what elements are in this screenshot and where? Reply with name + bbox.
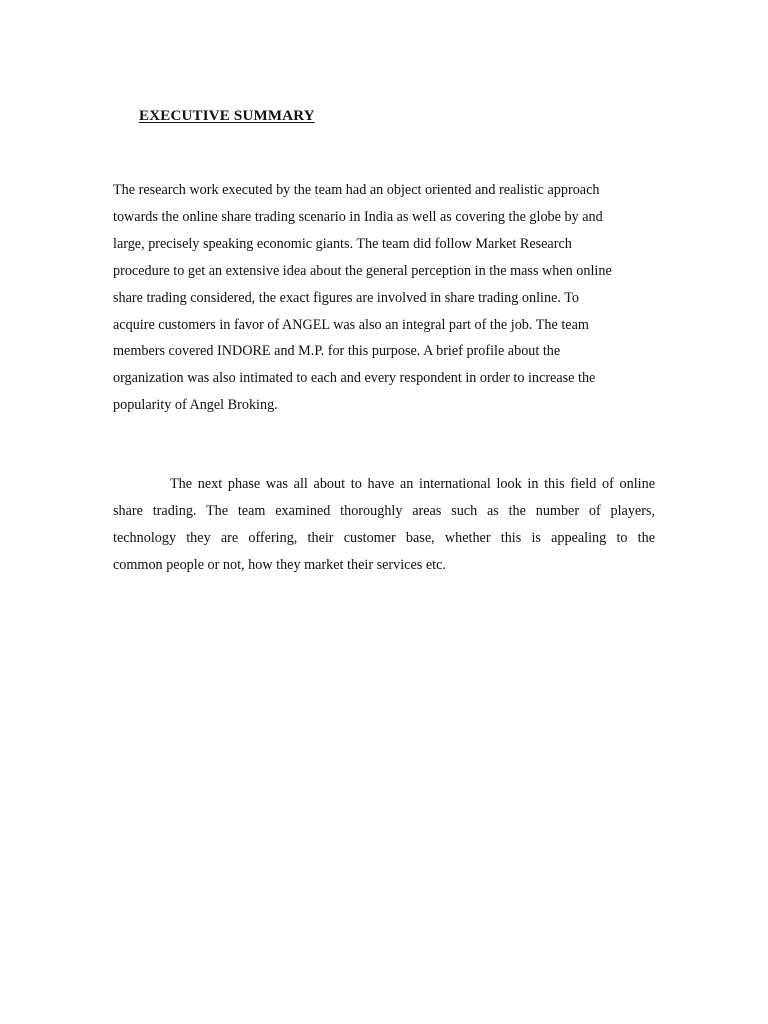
paragraph-line: towards the online share trading scenario in India as well as covering the globe by and [113,208,603,225]
paragraph-line: technology they are offering, their customer base, whether this is appealing to the [113,529,655,546]
section-heading: EXECUTIVE SUMMARY [139,108,315,124]
paragraph-line: popularity of Angel Broking. [113,397,278,414]
paragraph-next-phase [113,471,655,579]
paragraph-line: organization was also intimated to each and every respondent in order to increase the [113,370,596,387]
paragraph-line: common people or not, how they market their services etc. [113,556,446,573]
paragraph-line: share trading considered, the exact figures are involved in share trading online. To [113,289,579,306]
paragraph-line: procedure to get an extensive idea about the general perception in the mass when online [113,262,612,279]
paragraph-line: members covered INDORE and M.P. for this purpose. A brief profile about the [113,343,561,360]
paragraph-line: share trading. The team examined thoroughly areas such as the number of players, [113,502,655,519]
paragraph-line: The next phase was all about to have an international look in this field of online [170,476,655,492]
paragraph-research-work [113,177,643,419]
paragraph-line: large, precisely speaking economic giants. The team did follow Market Research [113,235,572,252]
paragraph-line: acquire customers in favor of ANGEL was also an integral part of the job. The team [113,316,589,333]
paragraph-line: The research work executed by the team had an object oriented and realistic approach [113,182,600,198]
